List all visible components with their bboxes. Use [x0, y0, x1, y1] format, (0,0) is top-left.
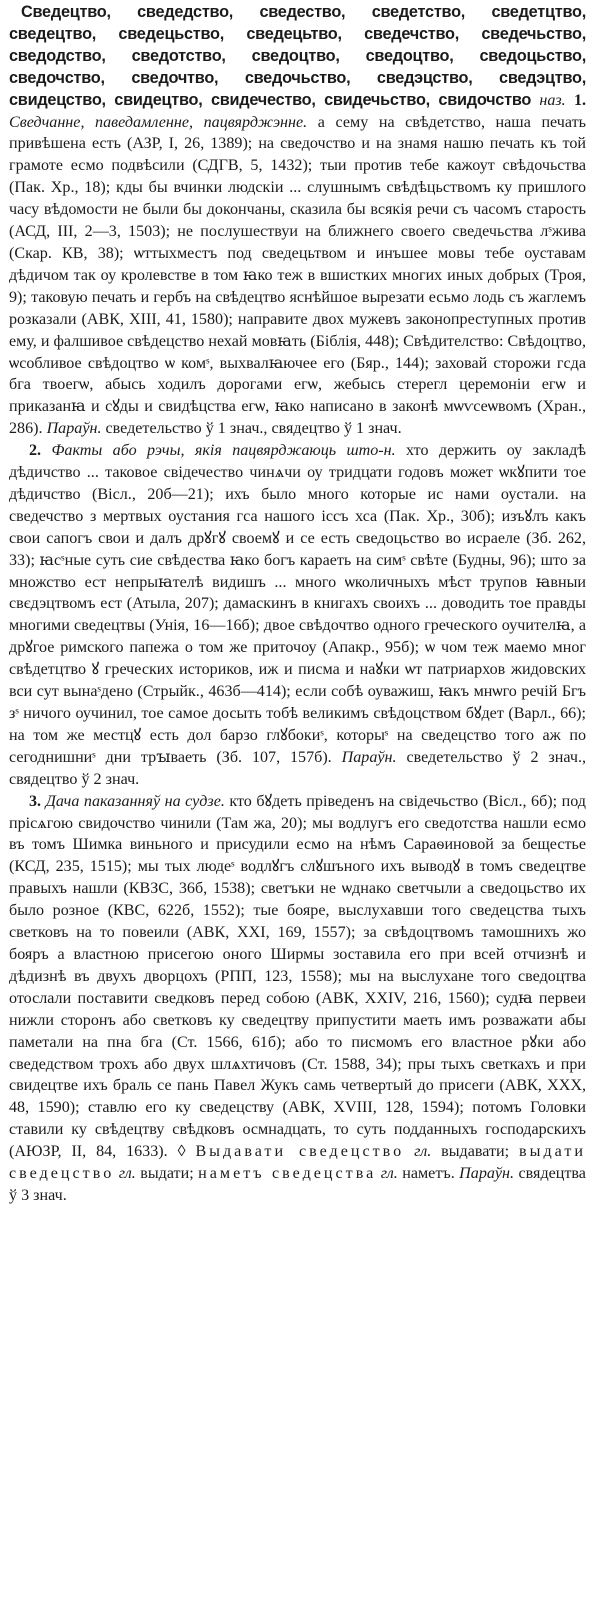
sense-citations: хто держить оу закладѣ дѣдичство ... таковое свідечество чинѧчи оу тридцати годовъ может ѡкꙋпити тое дѣдичство (Вісл., 20б—21); ихъ было много которые ис нами оустали. на сведечство з мертвых оустания гса нашого іссъ хса (Пак. Хр., 30б); изъꙋлъ какъ свои сапогъ свои и далъ дрꙋгꙋ своемꙋ и се есть сведоцьство во исраеле (Зб. 262, 33); ꙗсˢные суть сие свѣдества ꙗко богъ караеть на симˢ свѣте (Будны, 96); што за множство ест непрыꙗтелѣ видишъ ... много ѡколичныхъ мѣст трупов ꙗвныи свєдэцтвомъ ест (Атыла, 207); дамаскинъ в книгахъ своихъ ... доводить тое правды многими сведецтвы (Унія, 16—16б); двое свѣдочтво одного греческого оучителꙗ, а дрꙋгое римского папежа о том же приточоу (Апакр., 95б); ѡ чом теж маемо мног свѣдетцтво ꙋ греческих историков, иж и писма и наꙋки ѡт патриархов жидовских вси сут вынаˢдено (Стрыйк., 463б—414); если собѣ оуважиш, ꙗкъ мнѡго речій Бгъ зˢ ничого оучинил, тое самое досыть тобѣ великимъ свѣдоцством бꙋдет (Варл., 66); на том же местцꙋ есть дол барзо глꙋбокиˢ, которыˢ на сведецство того аж по сегоднишниˢ дни трꙑваеть (Зб. 107, 157б). [9, 442, 587, 766]
parallel-label: Параўн. [341, 748, 397, 766]
sense-number: 1. [573, 91, 587, 109]
idiom-phrase: Выдавати сведецство [195, 1143, 405, 1161]
idiom-ref: выдавати [441, 1143, 505, 1161]
parallel-label: Параўн. [46, 420, 102, 438]
idiom-pos: гл. [118, 1165, 136, 1183]
idiom-pos: гл. [414, 1143, 432, 1161]
headword-forms: Сведецтво, сведедство, сведество, сведетство, сведетцтво, сведецтво, сведецьство, сведецьтво, сведечство, сведечьство, сведодство, сведотство, сведоцтво, сведоцтво, сведоцьство, сведочство, сведочтво, сведочьство, сведэцство, сведэцтво, свидецство, свидецтво, свидечество, свидечьство, свидочство [9, 3, 586, 109]
sense-citations: а сему на свѣдетство, наша печать привѣшена есть (АЗР, I, 26, 1389); на сведочство и на знамя нашю печать къ той грамоте есмо подвѣсили (СДГВ, 5, 1432); тыи против тебе кажоут свѣдочьства (Пак. Хр., 18); кды бы вчинки людскіи ... слушнымъ свѣдѣцьствомъ ку пришлого часу вѣдомости не были бы докончаны, сказила бы всякія речи съ часомъ старость (АСД, III, 2—3, 1503); не послушеcтвуи на ближнего своего сведечьства лˢжива (Скар. КВ, 38); ѡттыхместъ под сведецьтвом и инъшее мовы тебе оуставам дѣдичом так оу кролевстве в том ꙗко теж в вшистких многих иных добрых (Троя, 9); таковую печать и гербъ на свѣдецтво яснѣйшое вырезати есьмо лодь съ жаглемъ розказали (АВК, XIII, 41, 1580); направите двох мужевъ законопреступных против ему, и фалшивое свѣдецство нехай мовꙗть (Біблія, 448); Свѣдителство: Свѣдоцтво, ѡсобливое свѣдоцтво ѡ комˢ, выхвалꙗючее его (Бяр., 144); заховай сторожи гсда бга твоегѡ, абысь ходилъ дорогами егѡ, жебысь стерегл церемоніи егѡ и приказанꙗ и сꙋды и свидѣцства егѡ, ꙗко написано в законѣ мѡѵсеѡвомъ (Хран., 286). [9, 113, 586, 438]
entry-paragraph-1 [9, 2, 586, 440]
entry-paragraph-2 [9, 440, 586, 791]
sense-number: 3. [29, 792, 42, 810]
entry-paragraph-3: 3. Дача паказанняў на судзе. кто бꙋдеть пріведенъ на свідечьство (Вісл., 6б); под прісѧгою свидочство чинили (Там жа, 20); мы водлугъ его сведотства нашли есмо въ томъ Шимка виньного и присудили есмо на нѣмъ Сараѳиновой за бещестье (КСД, 235, 1515); мы тых людеˢ водлꙋгъ слꙋшъного ихъ выводꙋ в томъ сведецтве правыхъ нашли (КВЗС, 36б, 1538); светъки не ѡднако светчыли а сведоцьство их было розное (КВС, 622б, 1552); тые бояре, выслухавши того сведецства тыхъ светковъ на то повеили (АВК, XXI, 169, 1557); за свѣдоцтвомъ тамошнихъ жо бояръ а властною присегою оного Ширмы зоставила его при всей отчизнѣ и дѣдизнѣ въ двухъ дворцохъ (РПП, 123, 1558); мы на выслухане того сведоцтва отослали поставити сведковъ перед собою (АВК, XXIV, 216, 1560); судꙗ первеи нижли сторонъ або светковъ ку сведецтву припустити маеть имъ розважати абы паметали на пна бга (Ст. 1566, 61б); або то писмомъ его властное рꙋки або сведедством трохъ або двух шлѧхтичовъ (Ст. 1588, 34); пры тыхъ светкахъ и при свидецтве ихъ браль се пань Павел Жукъ самь четвертый до присеги (АВК, XXX, 48, 1590); ставлю его ку сведецству (АВК, XVIII, 128, 1594); потомъ Головки ставили ку свѣдецтву свѣдковъ осмнадцать, то суть подданныхъ господарскихъ (АЮЗР, II, 84, 1633). ◊ Выдавати сведецство гл. выдавати; выдати сведецство гл. выдати; наметъ сведецства гл. наметъ. Параўн. свядецтва ў 3 знач. [9, 792, 587, 1204]
sense-gloss: Факты або рэчы, якія пацвярджаюць што-н. [51, 442, 396, 460]
sense-number: 2. [29, 442, 42, 460]
idiom-marker: ◊ [177, 1143, 186, 1161]
idiom-ref: наметъ [402, 1165, 451, 1183]
sense-gloss: Сведчанне, паведамленне, пацвярджэнне. [9, 113, 308, 131]
parallel-label: Параўн. [459, 1165, 515, 1183]
part-of-speech: наз. [539, 91, 566, 109]
sense-citations: кто бꙋдеть пріведенъ на свідечьство (Вісл., 6б); под прісѧгою свидочство чинили (Там жа, 20); мы водлугъ его сведотства нашли есмо въ томъ Шимка виньного и присудили есмо на нѣмъ Сараѳиновой за бещестье (КСД, 235, 1515); мы тых людеˢ водлꙋгъ слꙋшъного ихъ выводꙋ в томъ сведецтве правыхъ нашли (КВЗС, 36б, 1538); светъки не ѡднако светчыли а сведоцьство их было розное (КВС, 622б, 1552); тые бояре, выслухавши того сведецства тыхъ светковъ на то повеили (АВК, XXI, 169, 1557); за свѣдоцтвомъ тамошнихъ жо бояръ а властною присегою оного Ширмы зоставила его при всей отчизнѣ и дѣдизнѣ въ двухъ дворцохъ (РПП, 123, 1558); мы на выслухане того сведоцтва отослали поставити сведковъ перед собою (АВК, XXIV, 216, 1560); судꙗ первеи нижли сторонъ або светковъ ку сведецтву припустити маеть имъ розважати абы паметали на пна бга (Ст. 1566, 61б); або то писмомъ его властное рꙋки або сведедством трохъ або двух шлѧхтичовъ (Ст. 1588, 34); пры тыхъ светкахъ и при свидецтве ихъ браль се пань Павел Жукъ самь четвертый до присеги (АВК, XXX, 48, 1590); ставлю его ку сведецству (АВК, XVIII, 128, 1594); потомъ Головки ставили ку свѣдецтву свѣдковъ осмнадцать, то суть подданныхъ господарскихъ (АЮЗР, II, 84, 1633). [9, 792, 586, 1161]
idiom-phrase: выдати сведецство [9, 1143, 587, 1183]
idiom-ref: выдати [140, 1165, 190, 1183]
idiom-pos: гл. [380, 1165, 398, 1183]
parallel-refs: сведетельство ў 1 знач., свядецтво ў 1 знач. [105, 420, 402, 438]
parallel-refs: сведетельство ў 2 знач., свядецтво ў 2 знач. [9, 748, 587, 788]
sense-gloss: Дача паказанняў на судзе. [45, 792, 225, 810]
parallel-refs: свядецтва ў 3 знач. [9, 1165, 586, 1204]
idiom-phrase: наметъ сведецства [198, 1165, 377, 1183]
